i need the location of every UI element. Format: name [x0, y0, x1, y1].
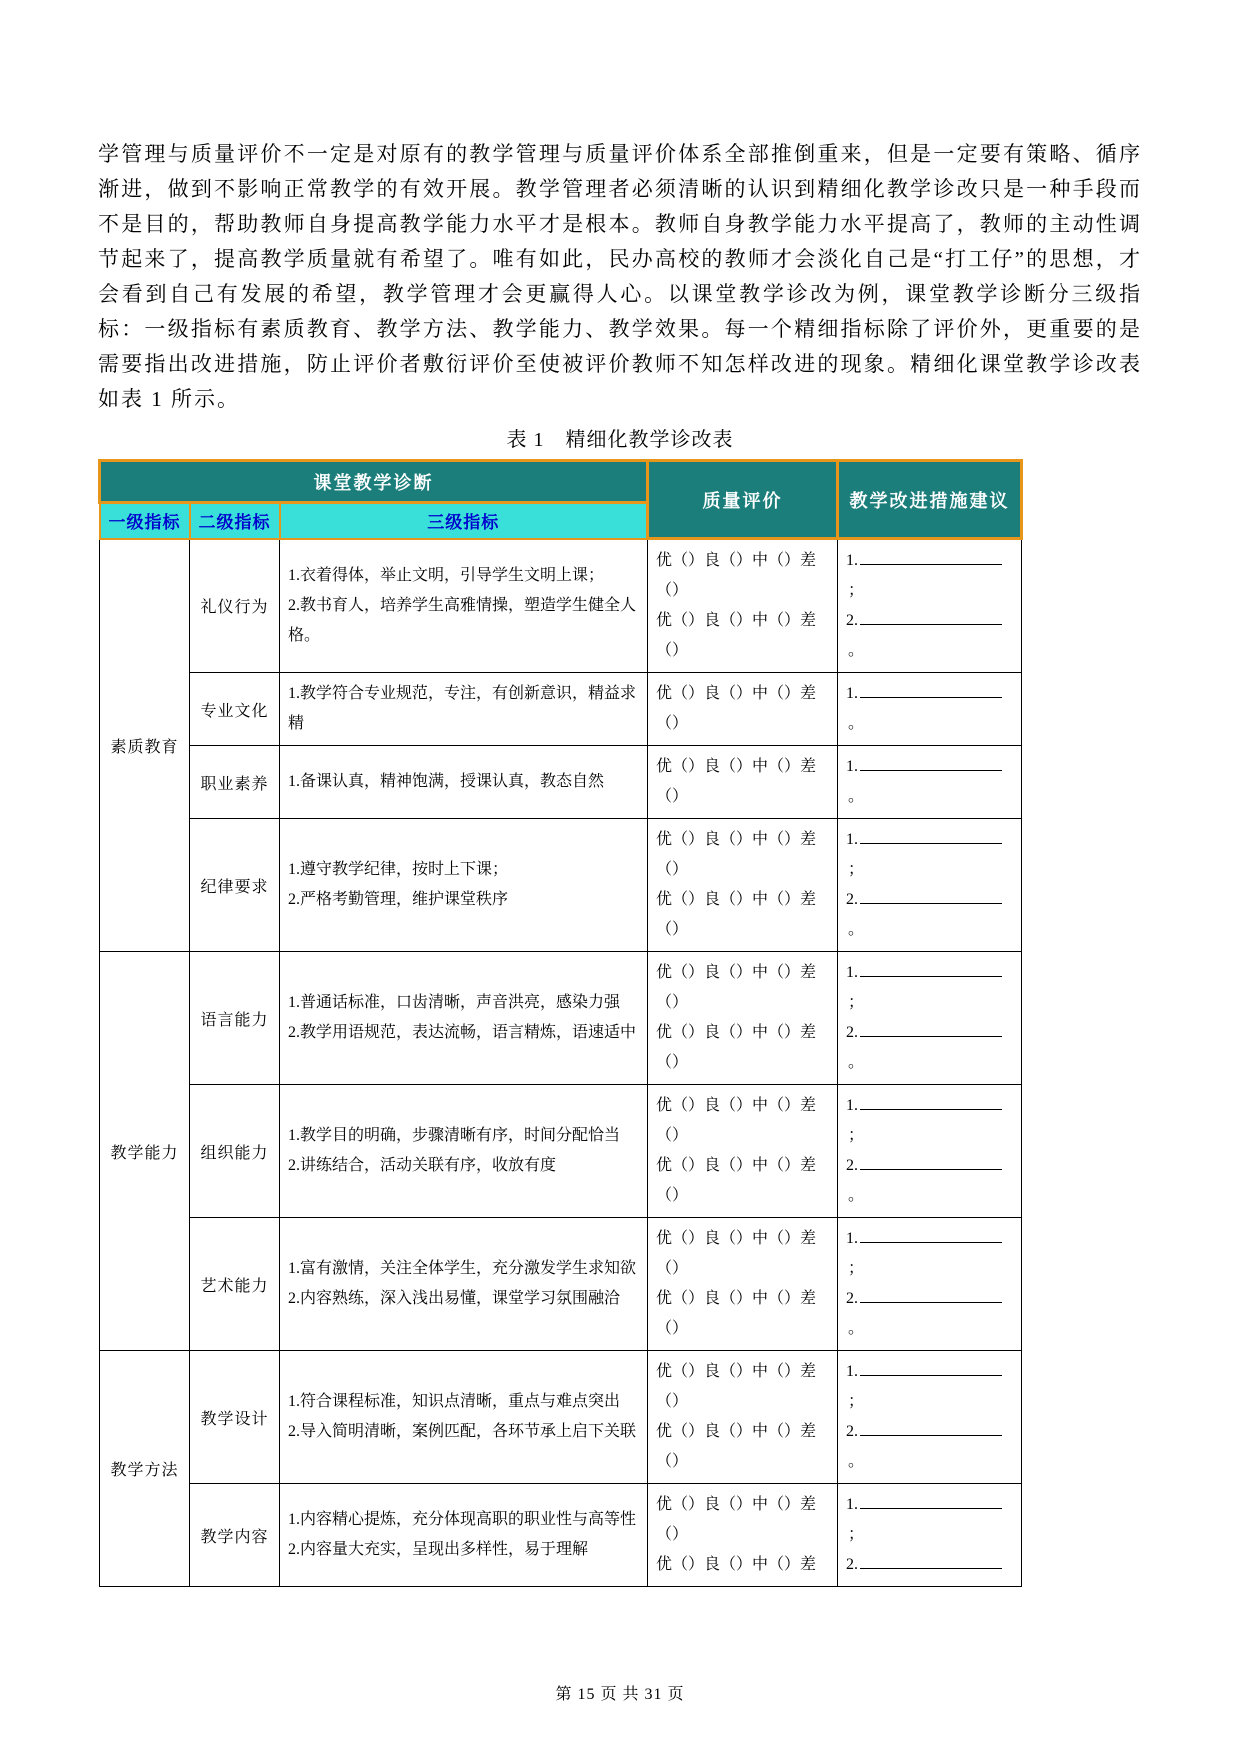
indicator-item-text: 1.备课认真，精神饱满，授课认真，教态自然 — [288, 773, 605, 790]
indicator-item-text: 2.讲练结合，活动关联有序，收放有度 — [288, 1157, 557, 1174]
improvement-number: 1. — [846, 1097, 858, 1114]
improvement-header-cell: 教学改进措施建议 — [838, 461, 1022, 539]
improvement-punctuation: ； — [848, 1127, 865, 1144]
level3-indicator-cell — [280, 952, 648, 1085]
improvement-line — [846, 752, 1013, 782]
indicator-item-text: 2.严格考勤管理，维护课堂秩序 — [288, 891, 509, 908]
improvement-cell — [838, 1484, 1022, 1587]
level2-indicator-cell: 礼仪行为 — [190, 539, 280, 673]
level2-indicator-cell: 教学内容 — [190, 1484, 280, 1587]
level1-indicator-cell: 教学能力 — [100, 952, 190, 1351]
blank-underline — [860, 829, 1002, 844]
blank-underline — [860, 683, 1002, 698]
improvement-cell — [838, 1218, 1022, 1351]
indicator-item-text: 1.衣着得体，举止文明，引导学生文明上课； — [288, 566, 605, 584]
indicator-item-text: 2.教学用语规范，表达流畅，语言精炼，语速适中 — [288, 1024, 637, 1041]
quality-option-line: 优（）良（）中（）差（） — [656, 1230, 817, 1277]
quality-option-line: 优（）良（）中（）差（） — [656, 1024, 817, 1071]
blank-underline — [860, 1228, 1002, 1243]
improvement-punctuation: ； — [848, 994, 865, 1011]
blank-underline — [860, 1361, 1002, 1376]
improvement-line — [846, 1018, 1013, 1048]
improvement-number: 1. — [846, 1496, 858, 1513]
level2-indicator-cell: 纪律要求 — [190, 819, 280, 952]
improvement-cell — [838, 746, 1022, 819]
improvement-number: 2. — [846, 1157, 858, 1174]
blank-underline — [860, 1494, 1002, 1509]
indicator-item-text: 2.内容熟练，深入浅出易懂，课堂学习氛围融洽 — [288, 1290, 621, 1307]
improvement-punctuation: 。 — [848, 921, 865, 938]
table-row — [100, 746, 1022, 819]
indicator-item-text: 1.教学符合专业规范，专注，有创新意识，精益求精 — [288, 685, 637, 732]
blank-underline — [860, 756, 1002, 771]
indicator-item-text: 2.内容量大充实，呈现出多样性，易于理解 — [288, 1541, 589, 1558]
improvement-cell — [838, 952, 1022, 1085]
improvement-line — [846, 1490, 1013, 1520]
improvement-line — [846, 1151, 1013, 1181]
improvement-line — [846, 825, 1013, 855]
improvement-cell — [838, 539, 1022, 673]
table-row — [100, 1484, 1022, 1587]
improvement-number: 2. — [846, 1290, 858, 1307]
level3-header-cell: 三级指标 — [280, 503, 648, 539]
improvement-line — [846, 1284, 1013, 1314]
improvement-punctuation: ； — [848, 1526, 865, 1543]
improvement-line — [846, 606, 1013, 636]
level1-indicator-cell: 素质教育 — [100, 539, 190, 952]
diagnosis-table-body — [100, 539, 1022, 1587]
quality-option-line: 优（）良（）中（）差（） — [656, 1157, 817, 1204]
table-row — [100, 1351, 1022, 1484]
level2-indicator-cell: 组织能力 — [190, 1085, 280, 1218]
quality-option-line: 优（）良（）中（）差 — [656, 1556, 817, 1573]
improvement-line — [846, 1357, 1013, 1387]
quality-option-line: 优（）良（）中（）差（） — [656, 964, 817, 1011]
page-footer: 第 15 页 共 31 页 — [555, 1686, 685, 1703]
improvement-punctuation: ； — [848, 861, 865, 878]
quality-evaluation-cell — [648, 746, 838, 819]
quality-option-line: 优（）良（）中（）差（） — [656, 1290, 817, 1337]
improvement-number: 1. — [846, 1363, 858, 1380]
improvement-number: 2. — [846, 612, 858, 629]
improvement-line — [846, 679, 1013, 709]
improvement-punctuation: 。 — [848, 1054, 865, 1071]
quality-option-line: 优（）良（）中（）差（） — [656, 891, 817, 938]
indicator-item-text: 1.符合课程标准，知识点清晰，重点与难点突出 — [288, 1393, 621, 1410]
table-row — [100, 1085, 1022, 1218]
improvement-line — [846, 1417, 1013, 1447]
table-row — [100, 673, 1022, 746]
level3-indicator-cell — [280, 819, 648, 952]
improvement-line — [846, 958, 1013, 988]
indicator-item-text: 2.教书育人，培养学生高雅情操，塑造学生健全人格。 — [288, 596, 637, 644]
improvement-number: 1. — [846, 552, 858, 569]
improvement-number: 1. — [846, 964, 858, 981]
blank-underline — [860, 1095, 1002, 1110]
level2-indicator-cell: 职业素养 — [190, 746, 280, 819]
level3-indicator-cell — [280, 746, 648, 819]
level2-indicator-cell: 专业文化 — [190, 673, 280, 746]
blank-underline — [860, 1155, 1002, 1170]
improvement-number: 1. — [846, 685, 858, 702]
level1-header-cell: 一级指标 — [100, 503, 190, 539]
quality-evaluation-cell — [648, 819, 838, 952]
indicator-item-text: 1.普通话标准，口齿清晰，声音洪亮，感染力强 — [288, 994, 621, 1011]
level2-indicator-cell: 语言能力 — [190, 952, 280, 1085]
improvement-punctuation: ； — [848, 1393, 865, 1410]
blank-underline — [860, 889, 1002, 904]
quality-evaluation-cell — [648, 952, 838, 1085]
improvement-line — [846, 885, 1013, 915]
quality-option-line: 优（）良（）中（）差（） — [656, 612, 817, 659]
quality-option-line: 优（）良（）中（）差（） — [656, 552, 817, 599]
header-row-main — [100, 461, 1022, 503]
quality-evaluation-cell — [648, 539, 838, 673]
improvement-line — [846, 1550, 1013, 1580]
indicator-item-text: 1.内容精心提炼，充分体现高职的职业性与高等性 — [288, 1511, 637, 1528]
diagnosis-table — [98, 459, 1023, 1587]
level3-indicator-cell — [280, 1085, 648, 1218]
quality-evaluation-cell — [648, 1218, 838, 1351]
improvement-number: 1. — [846, 1230, 858, 1247]
improvement-number: 2. — [846, 1556, 858, 1573]
improvement-number: 1. — [846, 758, 858, 775]
improvement-cell — [838, 819, 1022, 952]
quality-option-line: 优（）良（）中（）差（） — [656, 1097, 817, 1144]
quality-option-line: 优（）良（）中（）差（） — [656, 1423, 817, 1470]
quality-option-line: 优（）良（）中（）差（） — [656, 758, 817, 805]
improvement-number: 2. — [846, 1024, 858, 1041]
table-row — [100, 819, 1022, 952]
level2-indicator-cell: 艺术能力 — [190, 1218, 280, 1351]
quality-option-line: 优（）良（）中（）差（） — [656, 831, 817, 878]
improvement-number: 2. — [846, 1423, 858, 1440]
quality-evaluation-cell — [648, 1085, 838, 1218]
indicator-item-text: 1.教学目的明确，步骤清晰有序，时间分配恰当 — [288, 1127, 621, 1144]
blank-underline — [860, 1022, 1002, 1037]
level2-indicator-cell: 教学设计 — [190, 1351, 280, 1484]
level1-indicator-cell: 教学方法 — [100, 1351, 190, 1587]
level3-indicator-cell — [280, 1218, 648, 1351]
indicator-item-text: 1.遵守教学纪律，按时上下课； — [288, 861, 509, 878]
table-row — [100, 539, 1022, 673]
improvement-punctuation: 。 — [848, 1453, 865, 1470]
blank-underline — [860, 1421, 1002, 1436]
diagnosis-header-cell: 课堂教学诊断 — [100, 461, 648, 503]
improvement-cell — [838, 1351, 1022, 1484]
table-header — [100, 461, 1022, 539]
improvement-punctuation: 。 — [848, 1187, 865, 1204]
improvement-punctuation: 。 — [848, 1320, 865, 1337]
level3-indicator-cell — [280, 1484, 648, 1587]
level3-indicator-cell — [280, 673, 648, 746]
indicator-item-text: 1.富有激情，关注全体学生，充分激发学生求知欲 — [288, 1260, 637, 1277]
table-row — [100, 1218, 1022, 1351]
improvement-line — [846, 1091, 1013, 1121]
indicator-item-text: 2.导入简明清晰，案例匹配，各环节承上启下关联 — [288, 1423, 637, 1440]
quality-header-cell: 质量评价 — [648, 461, 838, 539]
level3-indicator-cell — [280, 539, 648, 673]
quality-option-line: 优（）良（）中（）差（） — [656, 685, 817, 732]
quality-option-line: 优（）良（）中（）差（） — [656, 1496, 817, 1543]
level2-header-cell: 二级指标 — [190, 503, 280, 539]
improvement-punctuation: 。 — [848, 642, 865, 659]
blank-underline — [860, 1288, 1002, 1303]
blank-underline — [860, 1554, 1002, 1569]
blank-underline — [860, 550, 1002, 565]
improvement-line — [846, 546, 1013, 576]
table-caption: 表 1 精细化教学诊改表 — [506, 429, 734, 451]
blank-underline — [860, 962, 1002, 977]
improvement-punctuation: ； — [848, 1260, 865, 1277]
improvement-number: 2. — [846, 891, 858, 908]
table-row — [100, 952, 1022, 1085]
improvement-line — [846, 1224, 1013, 1254]
improvement-cell — [838, 673, 1022, 746]
improvement-punctuation: 。 — [848, 788, 865, 805]
improvement-cell — [838, 1085, 1022, 1218]
quality-evaluation-cell — [648, 673, 838, 746]
improvement-punctuation: ； — [848, 582, 865, 599]
improvement-punctuation: 。 — [848, 715, 865, 732]
body-paragraph: 学管理与质量评价不一定是对原有的教学管理与质量评价体系全部推倒重来，但是一定要有策略、循序渐进，做到不影响正常教学的有效开展。教学管理者必须清晰的认识到精细化教学诊改只是一种手段而不是目的，帮助教师自身提高教学能力水平才是根本。教师自身教学能力水平提高了，教师的主动性调节起来了，提高教学质量就有希望了。唯有如此，民办高校的教师才会淡化自己是“打工仔”的思想，才会看到自己有发展的希望，教学管理才会更赢得人心。以课堂教学诊改为例，课堂教学诊断分三级指标：一级指标有素质教育、教学方法、教学能力、教学效果。每一个精细指标除了评价外，更重要的是需要指出改进措施，防止评价者敷衍评价至使被评价教师不知怎样改进的现象。精细化课堂教学诊改表如表 1 所示。 — [98, 142, 1142, 411]
level3-indicator-cell — [280, 1351, 648, 1484]
quality-evaluation-cell — [648, 1351, 838, 1484]
improvement-number: 1. — [846, 831, 858, 848]
blank-underline — [860, 610, 1002, 625]
quality-option-line: 优（）良（）中（）差（） — [656, 1363, 817, 1410]
quality-evaluation-cell — [648, 1484, 838, 1587]
